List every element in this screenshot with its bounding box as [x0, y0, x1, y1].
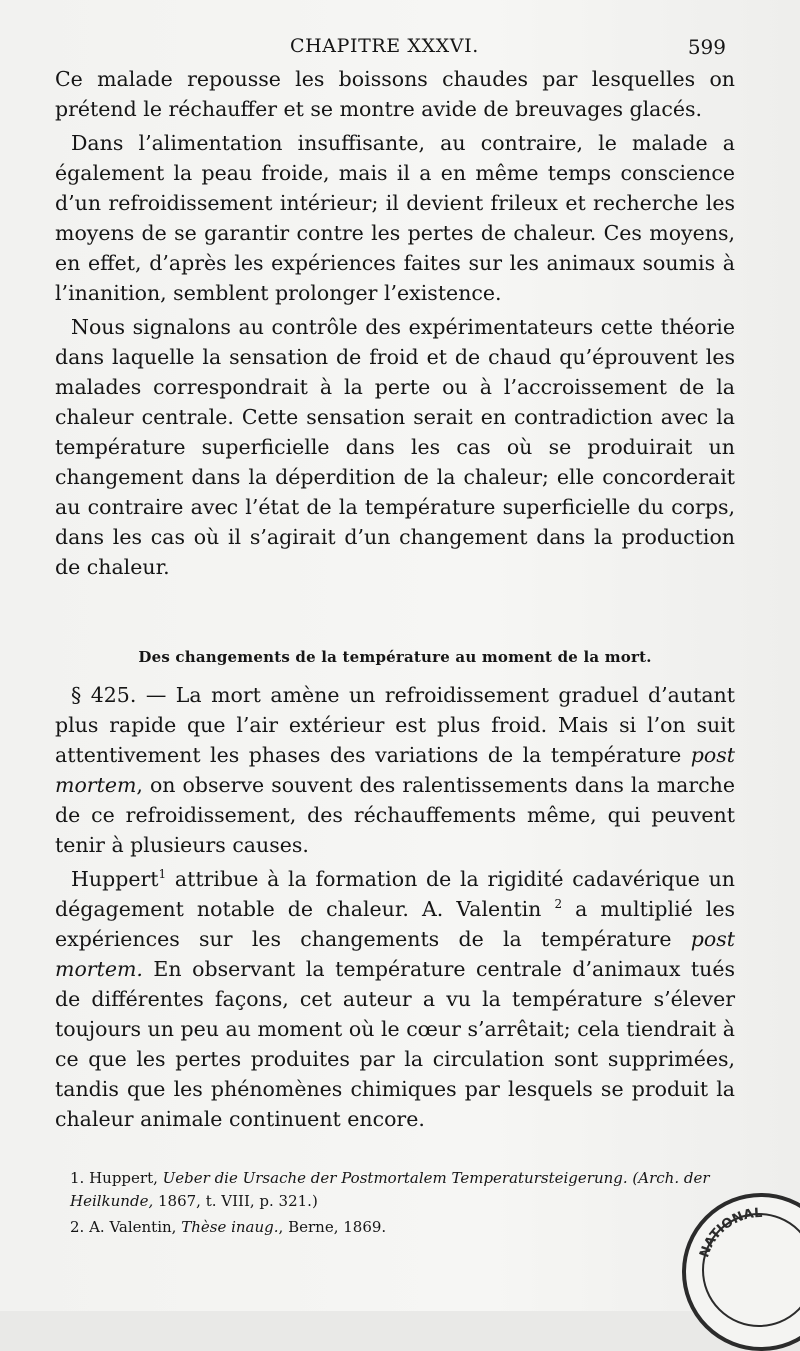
emphasis-post-mortem: post mortem.	[55, 927, 735, 981]
text-run: a multiplié les expériences sur les changements de la température	[55, 897, 736, 951]
paragraph-3: Nous signalons au contrôle des expérimentateurs cette théorie dans laquelle la sensation de froid et de chaud qu’éprouvent les malades correspondrait à la perte ou à l’accroissement de la chaleur centrale. Cette sensation serait en contradiction avec la température superficielle dans les cas où se produirait un changement dans la déperdition de la chaleur; elle concorderait au contraire avec l’état de la température superficielle du corps, dans les cas où il s’agirait d’un changement dans la production de chaleur.	[55, 315, 735, 579]
paragraph-1: Ce malade repousse les boissons chaudes par lesquelles on prétend le réchauffer et se montre avide de breuvages glacés.	[55, 67, 735, 121]
emphasis-post-mortem: post mortem	[55, 743, 735, 797]
page-number: 599	[687, 35, 726, 59]
text-run: § 425. — La mort amène un refroidissement graduel d’autant plus rapide que l’air extérieur est plus froid. Mais si l’on suit attentivement les phases des variations de la température	[55, 683, 735, 767]
footnote-title: Ueber die Ursache der Postmortalem Temperatursteigerung. (Arch. der Heilkunde,	[70, 1169, 710, 1210]
footnote-1	[70, 1167, 750, 1213]
page-header	[0, 33, 800, 61]
footnote-ref-1[interactable]: 1	[158, 867, 167, 882]
paragraph-2: Dans l’alimentation insuffisante, au contraire, le malade a également la peau froide, mais il a en même temps conscience d’un refroidissement intérieur; il devient frileux et recherche les moyens de se garantir contre les pertes de chaleur. Ces moyens, en effet, d’après les expériences faites sur les animaux soumis à l’inanition, semblent prolonger l’existence.	[55, 131, 735, 305]
footnote-text: 1. Huppert,	[70, 1169, 163, 1187]
body-text	[55, 64, 735, 1138]
footnote-text: , Berne, 1869.	[278, 1218, 387, 1236]
footnote-title: Thèse inaug.	[181, 1218, 279, 1236]
text-run: Huppert	[71, 867, 159, 891]
text-run: attribue à la formation de la rigidité cadavérique un dégagement notable de chaleur. A. Valentin	[55, 867, 735, 921]
paragraph-section-425	[55, 680, 735, 860]
svg-text:NATIONAL	[697, 1206, 763, 1260]
footnotes	[70, 1167, 750, 1242]
running-head: CHAPITRE XXXVI.	[290, 35, 479, 57]
footnote-2	[70, 1216, 750, 1239]
footnote-ref-2[interactable]: 2	[554, 897, 563, 912]
text-run: , on observe souvent des ralentissements dans la marche de ce refroidissement, des réchauffements même, qui peuvent tenir à plusieurs causes.	[55, 773, 735, 857]
library-stamp	[682, 1193, 800, 1351]
stamp-lettering	[686, 1197, 800, 1347]
section-heading: Des changements de la température au moment de la mort.	[138, 648, 652, 666]
text-run: En observant la température centrale d’animaux tués de différentes façons, cet auteur a vu la température s’élever toujours un peu au moment où le cœur s’arrêtait; cela tiendrait à ce que les pertes produites par la circulation sont supprimées, tandis que les phénomènes chimiques par lesquels se produit la chaleur animale continuent encore.	[55, 957, 735, 1131]
stamp-text-top: NATIONAL	[697, 1205, 763, 1260]
footnote-text: 1867, t. VIII, p. 321.)	[153, 1192, 318, 1210]
paragraph-huppert	[55, 864, 735, 1134]
footnote-text: 2. A. Valentin,	[70, 1218, 182, 1236]
